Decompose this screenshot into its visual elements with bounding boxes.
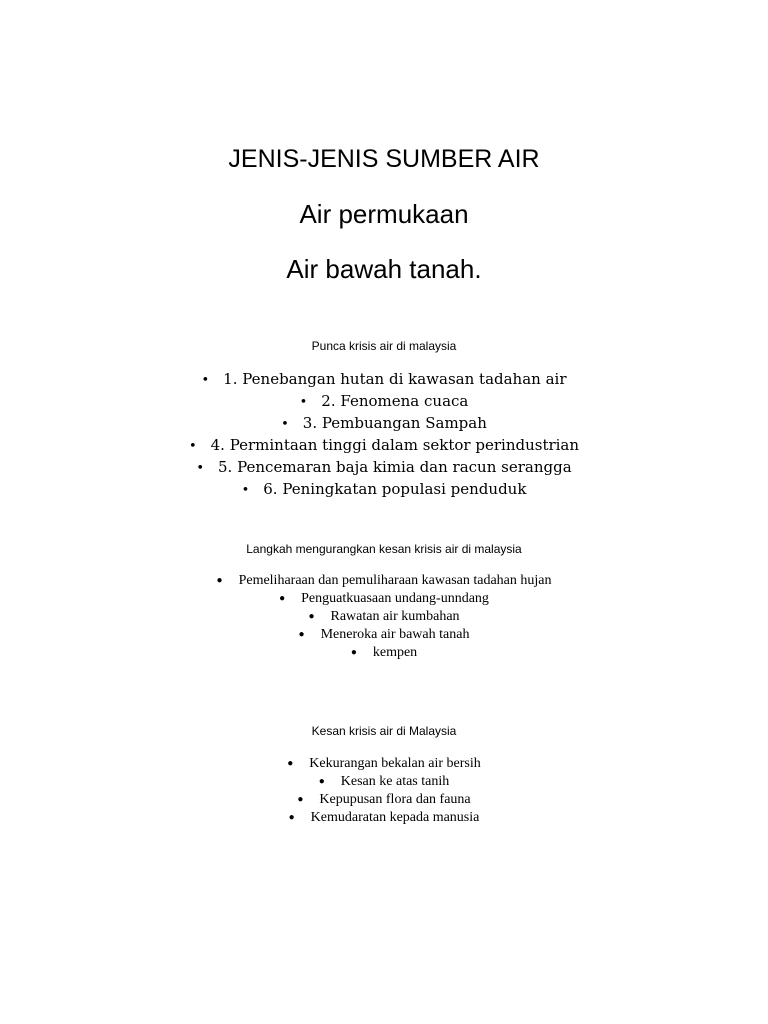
list-item — [0, 773, 768, 791]
list-item — [0, 457, 768, 479]
step-text: Rawatan air kumbahan — [330, 609, 460, 624]
steps-heading: Langkah mengurangkan kesan krisis air di malaysia — [246, 542, 522, 556]
cause-text: 6. Peningkatan populasi penduduk — [263, 480, 527, 498]
list-item — [0, 369, 768, 391]
cause-text: 4. Permintaan tinggi dalam sektor perindustrian — [210, 436, 580, 454]
document-title: JENIS-JENIS SUMBER AIR — [228, 145, 540, 173]
step-text: Penguatkuasaan undang-unndang — [301, 591, 489, 606]
bullet-icon: ● — [298, 629, 305, 640]
step-text: Meneroka air bawah tanah — [320, 627, 470, 642]
list-item — [0, 644, 768, 662]
effects-heading: Kesan krisis air di Malaysia — [311, 724, 457, 738]
bullet-icon: ● — [297, 794, 304, 805]
steps-list — [0, 572, 768, 662]
list-item — [0, 809, 768, 827]
bullet-icon: ● — [318, 776, 325, 787]
bullet-icon: ● — [216, 575, 223, 586]
cause-text: 1. Penebangan hutan di kawasan tadahan air — [223, 370, 567, 388]
effects-list — [0, 755, 768, 827]
bullet-icon: ● — [288, 812, 295, 823]
effect-text: Kemudaratan kepada manusia — [310, 810, 480, 825]
bullet-icon: • — [196, 461, 205, 476]
list-item — [0, 608, 768, 626]
effect-text: Kesan ke atas tanih — [340, 774, 450, 789]
list-item — [0, 590, 768, 608]
bullet-icon: ● — [350, 647, 357, 658]
list-item — [0, 791, 768, 809]
bullet-icon: • — [299, 395, 308, 410]
cause-text: 5. Pencemaran baja kimia dan racun serangga — [218, 458, 572, 476]
bullet-icon: • — [281, 417, 289, 432]
causes-heading: Punca krisis air di malaysia — [311, 339, 457, 353]
bullet-icon: ● — [308, 611, 315, 622]
cause-text: 2. Fenomena cuaca — [321, 392, 469, 410]
list-item — [0, 755, 768, 773]
bullet-icon: • — [201, 373, 210, 388]
bullet-icon: ● — [279, 593, 286, 604]
bullet-icon: • — [241, 483, 250, 498]
cause-text: 3. Pembuangan Sampah — [302, 414, 487, 432]
causes-list — [0, 369, 768, 501]
water-source-surface: Air permukaan — [299, 199, 469, 229]
list-item — [0, 391, 768, 413]
effect-text: Kekurangan bekalan air bersih — [309, 756, 481, 771]
bullet-icon: ● — [287, 758, 294, 769]
step-text: Pemeliharaan dan pemuliharaan kawasan tadahan hujan — [238, 573, 552, 588]
effect-text: Kepupusan flora dan fauna — [319, 792, 471, 807]
list-item — [0, 626, 768, 644]
bullet-icon: • — [188, 439, 197, 454]
list-item — [0, 413, 768, 435]
list-item — [0, 572, 768, 590]
step-text: kempen — [372, 645, 418, 660]
list-item — [0, 479, 768, 501]
list-item — [0, 435, 768, 457]
water-source-ground: Air bawah tanah. — [286, 254, 482, 284]
